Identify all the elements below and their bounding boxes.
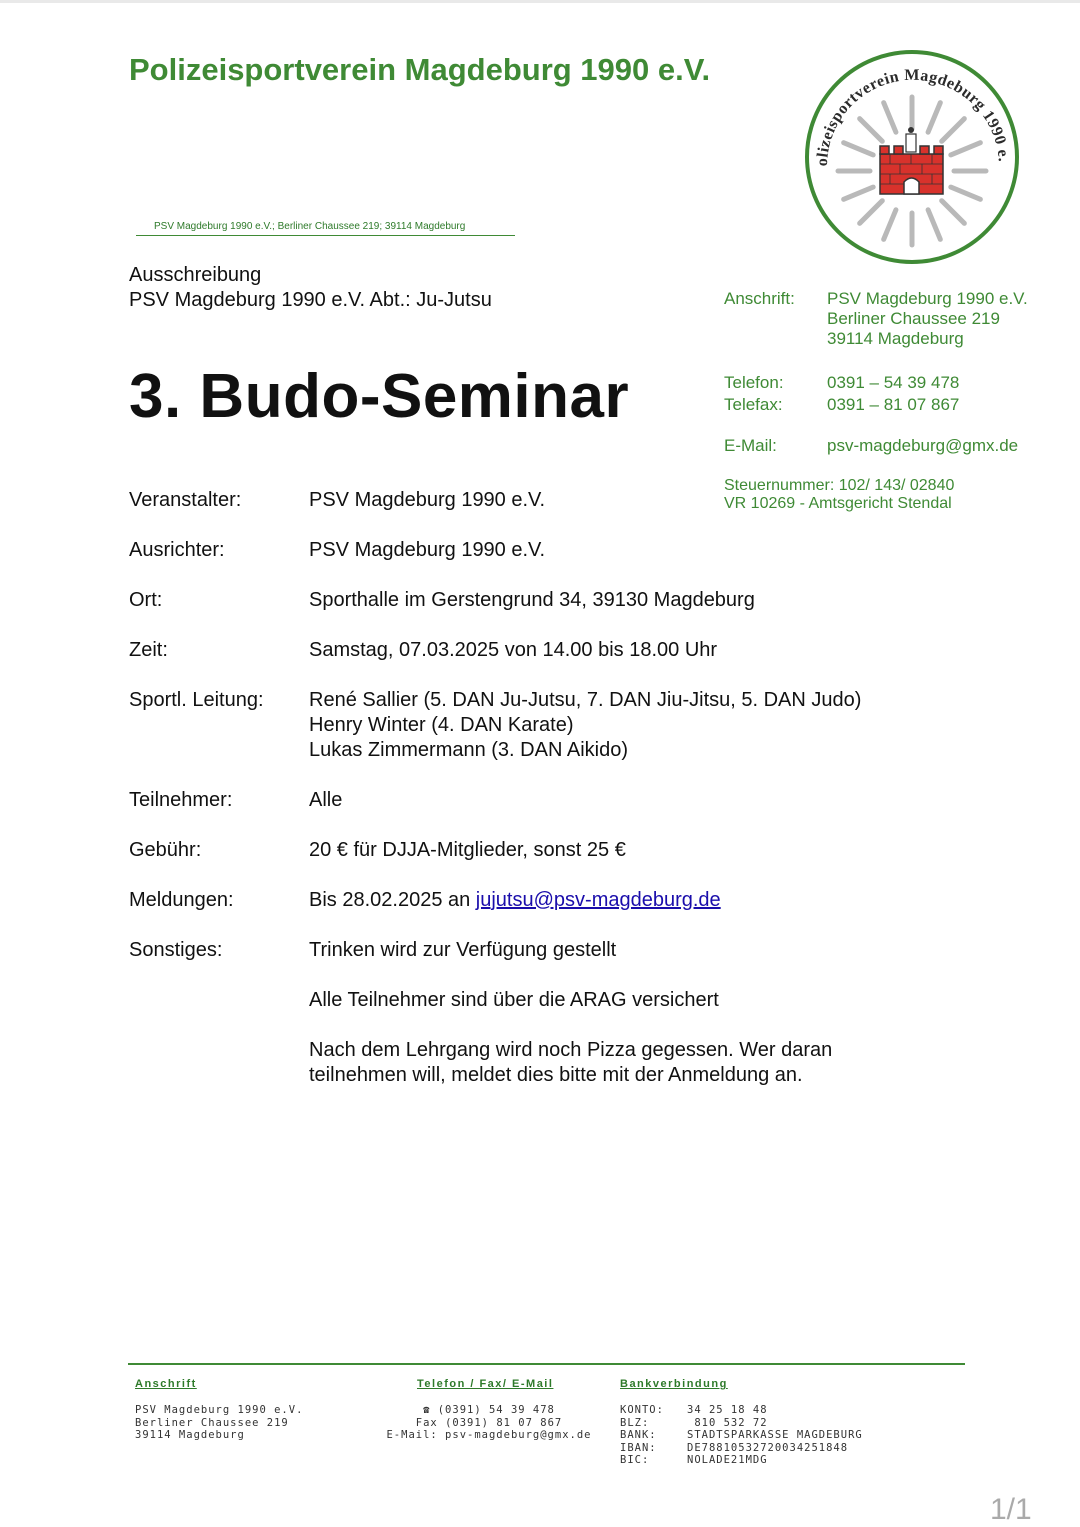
footer-contact-line: ☎ (0391) 54 39 478 <box>423 1404 555 1416</box>
detail-label: Meldungen: <box>129 889 234 911</box>
fax-label: Telefax: <box>724 395 783 414</box>
phone-value: 0391 – 54 39 478 <box>827 373 960 392</box>
detail-label: Veranstalter: <box>129 489 242 511</box>
note-line: teilnehmen will, meldet dies bitte mit der Anmeldung an. <box>309 1064 803 1086</box>
footer-address-line: PSV Magdeburg 1990 e.V. <box>135 1404 304 1416</box>
footer-bank <box>620 1404 940 1467</box>
leader-line: Henry Winter (4. DAN Karate) <box>309 714 574 736</box>
footer-divider <box>128 1363 965 1365</box>
leader-line: Lukas Zimmermann (3. DAN Aikido) <box>309 739 628 761</box>
tax-number: Steuernummer: 102/ 143/ 02840 <box>724 477 955 494</box>
address-label: Anschrift: <box>724 289 795 308</box>
detail-label: Ort: <box>129 589 163 611</box>
fax-value: 0391 – 81 07 867 <box>827 395 960 414</box>
footer-address-line: Berliner Chaussee 219 <box>135 1416 289 1429</box>
tax-info <box>724 477 954 513</box>
detail-value <box>309 1038 832 1088</box>
detail-value: Trinken wird zur Verfügung gestellt <box>309 939 617 961</box>
footer-contact-title: Telefon / Fax/ E-Mail <box>417 1378 554 1390</box>
address-line: PSV Magdeburg 1990 e.V. <box>827 289 1028 308</box>
footer-contact <box>383 1404 595 1442</box>
detail-value <box>309 688 861 763</box>
bank-row <box>620 1429 940 1442</box>
detail-label: Zeit: <box>129 639 168 661</box>
detail-label: Teilnehmer: <box>129 789 233 811</box>
club-logo <box>803 46 1021 268</box>
bank-value: NOLADE21MDG <box>687 1454 768 1466</box>
bank-label: BLZ: <box>620 1416 650 1429</box>
bank-row <box>620 1442 940 1455</box>
address-lines <box>827 289 1028 349</box>
bank-row <box>620 1404 940 1417</box>
bank-label: KONTO: <box>620 1404 664 1416</box>
bank-value: DE78810532720034251848 <box>687 1441 849 1454</box>
detail-value: PSV Magdeburg 1990 e.V. <box>309 539 546 561</box>
detail-value <box>309 888 721 913</box>
detail-value: Alle Teilnehmer sind über die ARAG versichert <box>309 989 719 1011</box>
leader-line: René Sallier (5. DAN Ju-Jutsu, 7. DAN Jiu-Jitsu, 5. DAN Judo) <box>309 689 862 711</box>
bank-value: 34 25 18 48 <box>687 1404 768 1416</box>
intro-line-2: PSV Magdeburg 1990 e.V. Abt.: Ju-Jutsu <box>129 289 492 311</box>
detail-value: PSV Magdeburg 1990 e.V. <box>309 489 546 511</box>
detail-value: 20 € für DJJA-Mitglieder, sonst 25 € <box>309 839 626 861</box>
bank-label: BIC: <box>620 1454 650 1466</box>
footer-address <box>135 1404 303 1442</box>
note-line: Nach dem Lehrgang wird noch Pizza gegessen. Wer daran <box>309 1039 833 1061</box>
registration-email-link[interactable]: jujutsu@psv-magdeburg.de <box>475 889 721 911</box>
address-line: 39114 Magdeburg <box>827 329 964 348</box>
detail-value: Samstag, 07.03.2025 von 14.00 bis 18.00 Uhr <box>309 639 718 661</box>
footer-contact-line: Fax (0391) 81 07 867 <box>415 1416 563 1429</box>
bank-label: IBAN: <box>620 1441 657 1454</box>
page-indicator: 1/1 <box>990 1493 1032 1526</box>
organization-title: Polizeisportverein Magdeburg 1990 e.V. <box>129 52 711 87</box>
sender-address-line: PSV Magdeburg 1990 e.V.; Berliner Chaussee 219; 39114 Magdeburg <box>154 221 466 232</box>
detail-label: Gebühr: <box>129 839 202 861</box>
phone-label: Telefon: <box>724 373 784 392</box>
register-number: VR 10269 - Amtsgericht Stendal <box>724 495 952 512</box>
bank-label: BANK: <box>620 1429 657 1441</box>
bank-value: STADTSPARKASSE MAGDEBURG <box>687 1429 863 1441</box>
bank-row <box>620 1417 940 1430</box>
detail-label: Sportl. Leitung: <box>129 689 264 711</box>
viewer-top-bar <box>0 0 1080 3</box>
detail-value: Sporthalle im Gerstengrund 34, 39130 Magdeburg <box>309 589 755 611</box>
intro-line-1: Ausschreibung <box>129 264 262 286</box>
detail-label: Sonstiges: <box>129 939 223 961</box>
detail-value: Alle <box>309 789 343 811</box>
registration-deadline: Bis 28.02.2025 an <box>309 889 476 911</box>
address-line: Berliner Chaussee 219 <box>827 309 1000 328</box>
seminar-headline: 3. Budo-Seminar <box>129 362 630 431</box>
footer-contact-line: E-Mail: psv-magdeburg@gmx.de <box>386 1429 592 1441</box>
club-logo-emblem <box>803 46 1021 268</box>
email-label: E-Mail: <box>724 436 777 455</box>
email-value: psv-magdeburg@gmx.de <box>827 436 1019 455</box>
footer-bank-title: Bankverbindung <box>620 1378 728 1390</box>
footer-address-line: 39114 Magdeburg <box>135 1429 245 1441</box>
intro-block <box>129 263 492 313</box>
logo-text: olizeisportverein Magdeburg 1990 e. <box>813 66 1012 167</box>
bank-value: 810 532 72 <box>687 1416 768 1429</box>
detail-label: Ausrichter: <box>129 539 225 561</box>
bank-row <box>620 1454 940 1467</box>
footer-address-title: Anschrift <box>135 1378 197 1390</box>
sender-underline <box>136 235 515 236</box>
